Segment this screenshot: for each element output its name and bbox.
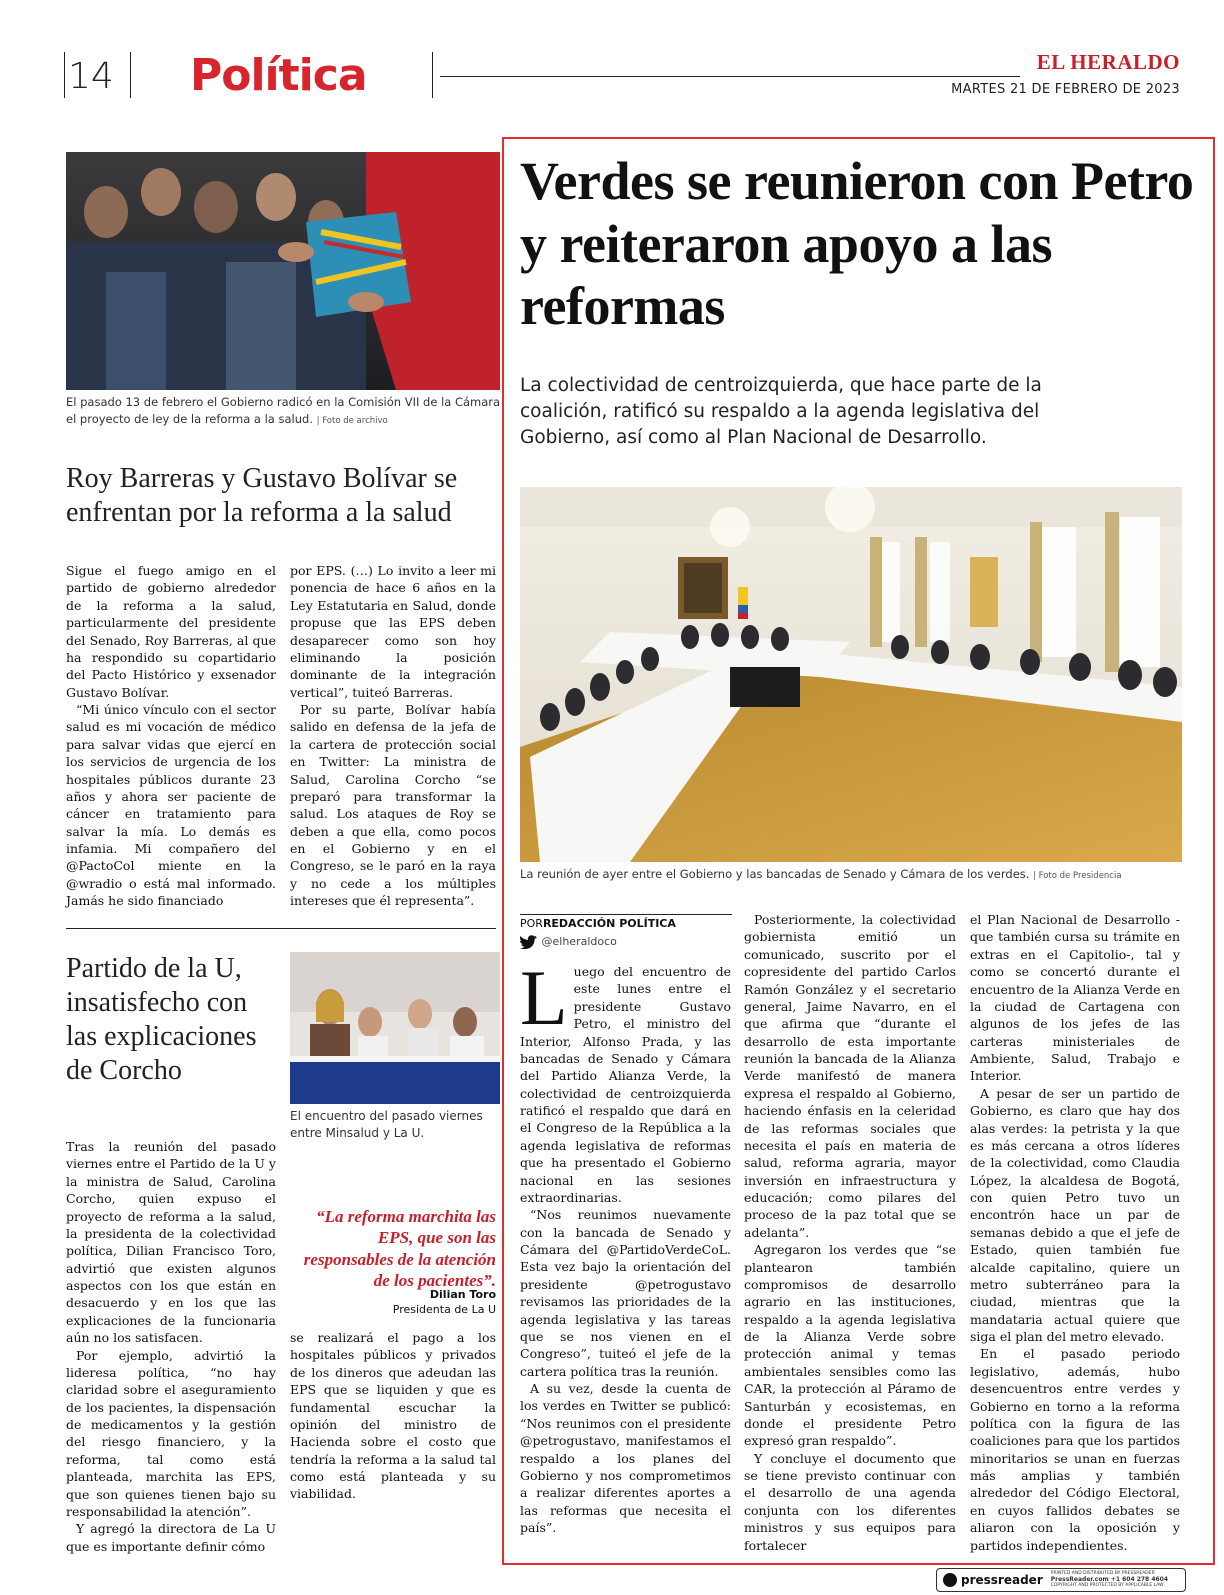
main-headline: Verdes se reunieron con Petro y reiteraron apoyo a las reformas xyxy=(520,151,1194,337)
main-col3-p1: el Plan Nacional de Desarrollo -que también cursa su trámite en extras en el Capitolio-, tal y como se concertó durante el encuentro de la Alianza Verde en la ciudad de Cartagena con algunos de los jefes de las carteras ministeriales de Ambiente, Salud, Trabajo e Interior. xyxy=(970,912,1180,1084)
byline: PORREDACCIÓN POLÍTICA xyxy=(520,917,676,930)
twitter-bird-icon xyxy=(520,935,538,949)
story2-col1 xyxy=(66,1138,276,1555)
story1-col1-p1: Sigue el fuego amigo en el partido de gobierno alrededor de la reforma a la salud, particularmente del presidente del Senado, Roy Barreras, al que ha respondido su copartidario del Pacto Histórico y exsenador Gustavo Bolívar. xyxy=(66,563,276,700)
pressreader-line3: COPYRIGHT AND PROTECTED BY APPLICABLE LAW xyxy=(1050,1583,1164,1589)
pressreader-logo-icon xyxy=(943,1573,957,1587)
story2-col1-p3: Y agregó la directora de La U que es importante definir cómo xyxy=(66,1521,276,1554)
left-top-photo xyxy=(66,152,500,390)
story2-col2-p1: se realizará el pago a los hospitales públicos y privados de los dineros que adeudan las EPS que se liquiden y que es fundamental escuchar la opinión del ministro de Hacienda sobre el costo que tendría la reforma a la salud tal como está planteada y su viabilidad. xyxy=(290,1330,496,1502)
main-col3-p3: En el pasado periodo legislativo, además, hubo desencuentros entre verdes y Gobierno en torno a la reforma política con la figura de las coaliciones para que los partidos minoritarios se unan en fuerzas más amplias y también alrededor del Código Electoral, en cuyos fallidos debates se aliaron con la oposición y partidos independientes. xyxy=(970,1346,1180,1553)
story1-col2-p1: por EPS. (…) Lo invito a leer mi ponencia de hace 6 años en la Ley Estatutaria en Salud, donde propuse que las EPS deben desaparecer como son hoy eliminando la posición dominante de la integración vertical”, tuiteó Barreras. xyxy=(290,563,496,700)
story2-col2 xyxy=(290,1329,496,1503)
story1-col2-p2: Por su parte, Bolívar había salido en defensa de la jefa de la cartera de protección social en Twitter: La ministra de Salud, Carolina Corcho “se preparó para transformar la salud. Los ataques de Roy se deben a que ella, como pocos en el Gobierno y en el Congreso, se le paró en la raya y no cede a los múltiples intereses que él representa”. xyxy=(290,702,496,909)
publication-date: MARTES 21 DE FEBRERO DE 2023 xyxy=(951,82,1180,97)
pressreader-line1: PRINTED AND DISTRIBUTED BY PRESSREADER xyxy=(1050,1571,1155,1577)
pressreader-brand: pressreader xyxy=(961,1573,1043,1587)
quote-role: Presidenta de La U xyxy=(392,1303,496,1316)
quote-author: Dilian Toro xyxy=(429,1288,496,1301)
main-col1-p1: uego del encuentro de este lunes entre el presidente Gustavo Petro, el ministro del Interior, Alfonso Prada, y las bancadas de Senado y Cámara del Partido Alianza Verde, la colectividad de centroizquierda ratificó el respaldo que dará en el Congreso de la República a la agenda legislativa de reformas que ha presentado el Gobierno nacional en las sesiones extraordinarias. xyxy=(520,964,731,1205)
story2-headline: Partido de la U, insatisfecho con las explicaciones de Corcho xyxy=(66,953,257,1087)
main-col3-p2: A pesar de ser un partido de Gobierno, es claro que hay dos alas verdes: la petrista y la que es más cercana a otros líderes de la colectividad, como Claudia López, la alcaldesa de Bogotá, con quien Petro tuvo un encontrón hace un par de semanas debido a que el jefe de Estado, quien también fue alcalde capitalino, quiere un metro subterráneo para la ciudad, mientras que la mandataria actual quiere que siga el plan del metro elevado. xyxy=(970,1085,1180,1344)
main-photo xyxy=(520,487,1182,862)
story2-col1-p1: Tras la reunión del pasado viernes entre el Partido de la U y la ministra de Salud, Carolina Corcho, quien expuso el proyecto de reforma a la salud, la presidenta de la colectividad política, Dilian Francisco Toro, advirtió que existen algunos aspectos con los que están en desacuerdo y en los que las explicaciones de la funcionaria aún no los satisfacen. xyxy=(66,1139,276,1346)
main-col2-p3: Y concluye el documento que se tiene previsto continuar con el desarrollo de una agenda conjunta con los diferentes ministros y sus equipos para fortalecer xyxy=(744,1450,956,1553)
main-col1-p2: “Nos reunimos nuevamente con la bancada de Senado y Cámara del @PartidoVerdeCoL. Esta vez bajo la orientación del presidente @petrogustavo revisamos las prioridades de la agenda legislativa y las tareas que se nos vienen en el Congreso”, tuiteó el jefe de la cartera política tras la reunión. xyxy=(520,1207,731,1379)
main-col2-p2: Agregaron los verdes que “se plantearon también compromisos de desarrollo agrario en las instituciones, respaldo a la agenda legislativa de la Alianza Verde sobre protección animal y temas ambientales sensibles como las CAR, la protección al Páramo de Santurbán y ecosistemas, en donde el presidente Petro expresó gran respaldo”. xyxy=(744,1242,956,1449)
main-col3 xyxy=(970,911,1180,1554)
pull-quote: “La reforma marchita las EPS, que son las responsables de la atención de los pacientes”. xyxy=(303,1207,496,1290)
newspaper-logo: EL HERALDO xyxy=(1036,50,1180,74)
main-col1-p3: A su vez, desde la cuenta de los verdes en Twitter se publicó: “Nos reunimos con el presidente @petrogustavo, manifestamos el respaldo a los planes del Gobierno y nos comprometimos a realizar diferentes aportes a las reformas que necesita el país”. xyxy=(520,1381,731,1535)
pressreader-line2: PressReader.com +1 604 278 4604 xyxy=(1050,1575,1169,1583)
story2-col1-p2: Por ejemplo, advirtió la lideresa política, “no hay claridad sobre el aseguramiento de los pacientes, la dispensación de medicamentos y la gestión del riesgo financiero, y la reforma, tal como está planteada, marchita las EPS, que son quienes tienen bajo su responsabilidad la atención”. xyxy=(66,1347,276,1519)
story1-col2 xyxy=(290,562,496,910)
section-title: Política xyxy=(190,50,367,101)
story1-col1-p2: “Mi único vínculo con el sector salud es mi vocación de médico para salvar vidas que ejercí en los servicios de urgencia de los hospitales públicos durante 23 años y ahora ser paciente de cáncer en tratamiento para salvar la mía. Lo demás es infamia. Mi compañero del @PactoCol miente en la @wradio o está mal informado. Jamás he sido financiado xyxy=(66,702,276,909)
story1-col1 xyxy=(66,562,276,910)
main-col2-p1: Posteriormente, la colectividad gobiernista emitió un comunicado, suscrito por el copresidente del partido Carlos Ramón González y el secretario general, Jaime Navarro, en el que afirma que “durante el desarrollo de esta importante reunión la bancada de la Alianza Verde manifestó de manera expresa el respaldo al Gobierno, haciendo énfasis en la celeridad de las reformas sociales que necesita el país en materia de salud, reforma agraria, mayor inversión en infraestructura y educación; como pilares del proceso de la paz total que se adelanta”. xyxy=(744,912,956,1240)
main-col1 xyxy=(520,954,731,1536)
dropcap: L xyxy=(520,954,568,1041)
story1-headline: Roy Barreras y Gustavo Bolívar se enfrentan por la reforma a la salud xyxy=(66,463,458,528)
twitter-handle[interactable]: @elheraldoco xyxy=(520,935,617,949)
story2-photo-caption: El encuentro del pasado viernes entre Minsalud y La U. xyxy=(290,1109,483,1141)
main-photo-caption: La reunión de ayer entre el Gobierno y las bancadas de Senado y Cámara de los verdes. | Foto de Presidencia xyxy=(520,867,1122,881)
main-lede: La colectividad de centroizquierda, que hace parte de la coalición, ratificó su respaldo a la agenda legislativa del Gobierno, así como al Plan Nacional de Desarrollo. xyxy=(520,375,1042,448)
story2-photo xyxy=(290,952,500,1104)
main-col2 xyxy=(744,911,956,1554)
page-number: 14 xyxy=(68,56,114,97)
pressreader-badge[interactable] xyxy=(936,1568,1186,1592)
left-photo-caption: El pasado 13 de febrero el Gobierno radicó en la Comisión VII de la Cámara el proyecto de ley de la reforma a la salud. | Foto de archivo xyxy=(66,395,501,426)
